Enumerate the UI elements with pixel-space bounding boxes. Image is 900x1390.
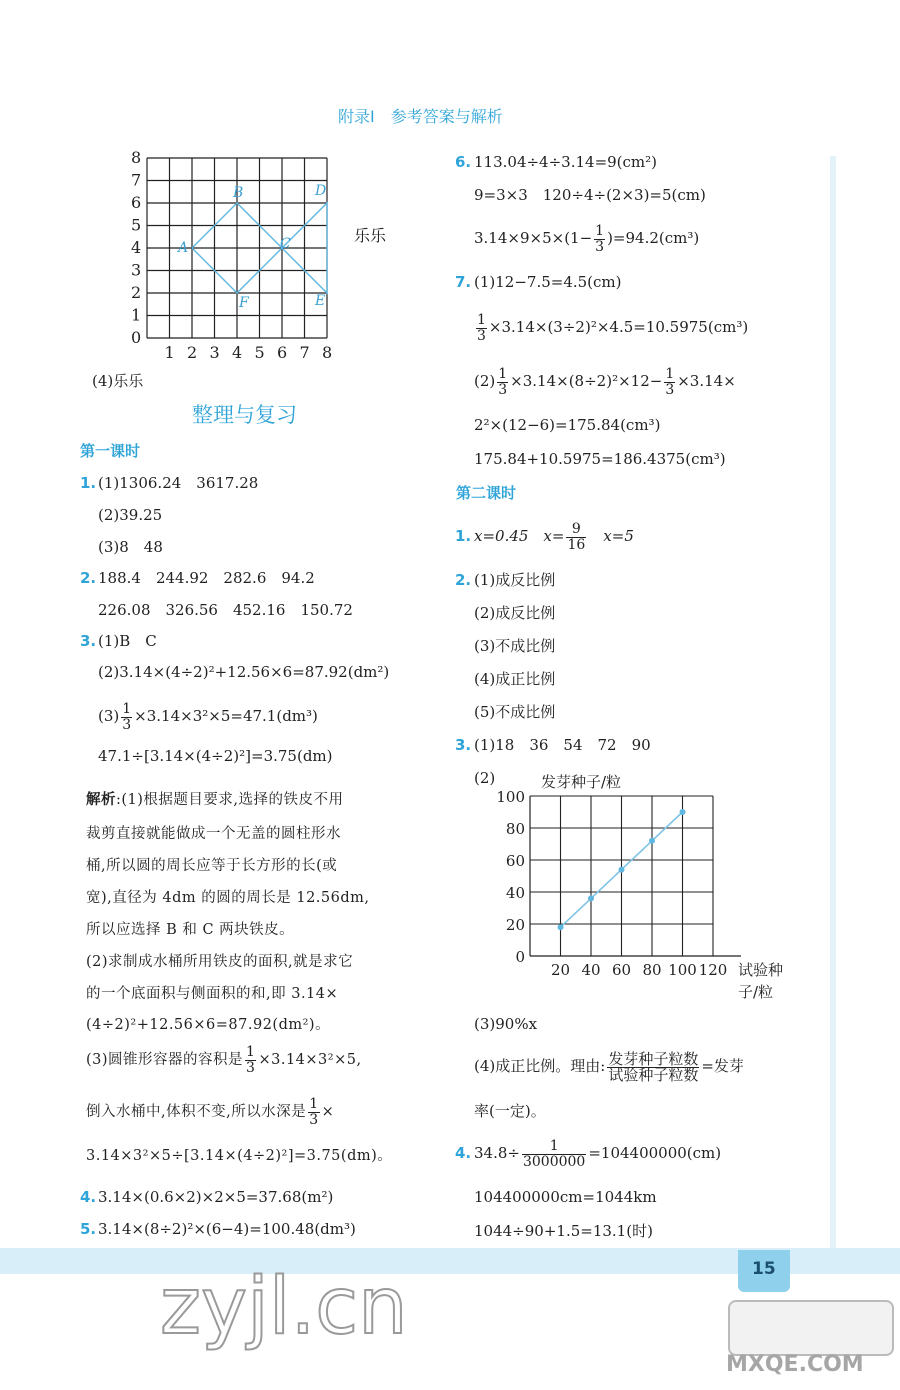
r4-line2: 104400000cm=1044km bbox=[474, 1188, 657, 1206]
q6-line3: 3.14×9×5×(1− $\frac{1}{3}$ )=94.2(cm³) bbox=[474, 222, 700, 255]
q4-4-answer: (4)乐乐 bbox=[92, 372, 144, 390]
r2-line2: (2)成反比例 bbox=[474, 604, 556, 622]
q7-line3: (2) $\frac{1}{3}$ ×3.14×(8÷2)²×12− $\frac{1}{3}$ ×3.14× bbox=[474, 365, 736, 398]
chart-y-tick: 100 bbox=[496, 788, 525, 806]
chart-grid bbox=[530, 796, 741, 956]
chart-ylabel: 发芽种子/粒 bbox=[541, 773, 622, 791]
page-header: 附录Ⅰ 参考答案与解析 bbox=[338, 107, 503, 126]
r2-line3: (3)不成比例 bbox=[474, 637, 556, 655]
chart-y-tick: 80 bbox=[505, 820, 525, 838]
chart-x-tick: 100 bbox=[668, 961, 697, 979]
chart-point bbox=[619, 867, 625, 873]
q1-line1: (1)1306.24 3617.28 bbox=[98, 474, 259, 492]
chart-y-tick: 20 bbox=[505, 916, 525, 934]
q3-line3: (3) $\frac{1}{3}$ ×3.14×3²×5=47.1(dm³) bbox=[98, 700, 318, 733]
y-tick-label: 1 bbox=[131, 305, 142, 325]
analysis-line7: 的一个底面积与侧面积的和,即 3.14× bbox=[86, 986, 339, 1002]
lesson2-title: 第二课时 bbox=[456, 484, 517, 502]
q2-line2: 226.08 326.56 452.16 150.72 bbox=[98, 601, 353, 619]
x-tick-label: 4 bbox=[232, 343, 243, 362]
analysis-line11: 3.14×3²×5÷[3.14×(4÷2)²]=3.75(dm)。 bbox=[86, 1148, 393, 1164]
r3-line4: (4)成正比例。理由: $\frac{\text{发芽种子粒数}}{\text{试验种子粒数}}$ =发芽 bbox=[474, 1049, 744, 1084]
q6-line2: 9=3×3 120÷4÷(2×3)=5(cm) bbox=[474, 186, 706, 204]
point-label: A bbox=[178, 240, 189, 256]
fraction: $\frac{1}{3}$ bbox=[309, 1095, 319, 1128]
watermark-mxqe: MXQE.COM bbox=[726, 1352, 864, 1377]
chart-x-tick: 60 bbox=[611, 961, 632, 979]
page-number: 15 bbox=[752, 1259, 776, 1279]
r1-line: x=0.45 x= $\frac{9}{16}$ x=5 bbox=[474, 520, 634, 553]
q7-number: 7. bbox=[455, 273, 472, 291]
y-tick-label: 5 bbox=[131, 215, 142, 235]
section-title: 整理与复习 bbox=[192, 403, 297, 427]
watermark-zyjl: zyjl.cn bbox=[160, 1262, 408, 1352]
point-label: E bbox=[315, 293, 326, 309]
r2-line5: (5)不成比例 bbox=[474, 703, 556, 721]
q4-number: 4. bbox=[80, 1188, 97, 1206]
r3-line2: (2) bbox=[474, 769, 496, 787]
x-tick-label: 6 bbox=[277, 343, 288, 362]
fraction: $\frac{1}{3000000}$ bbox=[522, 1137, 586, 1170]
x-tick-label: 8 bbox=[322, 343, 333, 362]
point-label: B bbox=[233, 185, 244, 201]
analysis-line5: 所以应选择 B 和 C 两块铁皮。 bbox=[86, 922, 295, 938]
lesson1-title: 第一课时 bbox=[80, 442, 141, 460]
chart-xlabel-line1: 试验种 bbox=[738, 961, 784, 979]
fraction: $\frac{1}{3}$ bbox=[122, 700, 132, 733]
chart-ticks bbox=[496, 788, 727, 979]
watermark-logo-icon bbox=[728, 1300, 894, 1356]
chart-xlabel-line2: 子/粒 bbox=[738, 983, 774, 1001]
r4-number: 4. bbox=[455, 1144, 472, 1162]
analysis-line1: 解析:(1)根据题目要求,选择的铁皮不用 bbox=[86, 792, 344, 808]
chart-y-tick: 60 bbox=[505, 852, 525, 870]
chart-x-tick: 120 bbox=[698, 961, 728, 979]
x-tick-label: 5 bbox=[254, 343, 265, 362]
q1-line2: (2)39.25 bbox=[98, 506, 163, 524]
r3-number: 3. bbox=[455, 736, 472, 754]
q6-line1: 113.04÷4÷3.14=9(cm²) bbox=[474, 153, 658, 171]
r2-line4: (4)成正比例 bbox=[474, 670, 556, 688]
chart-x-tick: 40 bbox=[581, 961, 601, 979]
q2-number: 2. bbox=[80, 569, 97, 587]
x-tick-label: 3 bbox=[209, 343, 220, 362]
fraction: $\frac{\text{发芽种子粒数}}{\text{试验种子粒数}}$ bbox=[608, 1049, 699, 1084]
q3-line4: 47.1÷[3.14×(4÷2)²]=3.75(dm) bbox=[98, 747, 333, 765]
analysis-head: 解析 bbox=[86, 792, 116, 808]
y-tick-label: 3 bbox=[131, 260, 142, 280]
q1-number: 1. bbox=[80, 474, 97, 492]
y-tick-label: 2 bbox=[131, 283, 142, 302]
point-label: C bbox=[280, 236, 291, 252]
grid-side-label: 乐乐 bbox=[354, 226, 387, 245]
chart-x-tick: 80 bbox=[642, 961, 662, 979]
analysis-line6: (2)求制成水桶所用铁皮的面积,就是求它 bbox=[86, 954, 354, 970]
analysis-line2: 裁剪直接就能做成一个无盖的圆柱形水 bbox=[86, 826, 341, 842]
y-tick-label: 8 bbox=[131, 148, 142, 167]
q1-line3: (3)8 48 bbox=[98, 538, 163, 556]
fraction: $\frac{1}{3}$ bbox=[477, 311, 486, 344]
fraction: $\frac{9}{16}$ bbox=[567, 520, 586, 553]
q2-line1: 188.4 244.92 282.6 94.2 bbox=[98, 569, 315, 587]
coordinate-grid bbox=[125, 148, 340, 363]
x-tick-label: 1 bbox=[164, 343, 175, 362]
q5-text: 3.14×(8÷2)²×(6−4)=100.48(dm³) bbox=[98, 1220, 356, 1238]
analysis-line10: 倒入水桶中,体积不变,所以水深是 $\frac{1}{3}$ × bbox=[86, 1095, 335, 1128]
q7-line2: $\frac{1}{3}$ ×3.14×(3÷2)²×4.5=10.5975(cm³) bbox=[477, 311, 749, 344]
r4-line3: 1044÷90+1.5=13.1(时) bbox=[474, 1222, 653, 1240]
chart-x-tick: 20 bbox=[550, 961, 571, 979]
fraction: $\frac{1}{3}$ bbox=[246, 1043, 256, 1076]
chart-point bbox=[558, 924, 564, 930]
q3-line1: (1)B C bbox=[98, 632, 157, 650]
point-label: F bbox=[239, 295, 249, 311]
q6-number: 6. bbox=[455, 153, 472, 171]
chart-y-tick: 0 bbox=[515, 948, 525, 966]
x-tick-label: 7 bbox=[299, 343, 310, 362]
r3-line1: (1)18 36 54 72 90 bbox=[474, 736, 651, 754]
fraction: $\frac{1}{3}$ bbox=[498, 365, 508, 398]
chart-y-tick: 40 bbox=[505, 884, 525, 902]
analysis-line8: (4÷2)²+12.56×6=87.92(dm²)。 bbox=[86, 1017, 331, 1033]
y-tick-label: 0 bbox=[131, 328, 142, 347]
r2-number: 2. bbox=[455, 571, 472, 589]
q7-line4: 2²×(12−6)=175.84(cm³) bbox=[474, 416, 661, 434]
analysis-line4: 宽),直径为 4dm 的圆的周长是 12.56dm, bbox=[86, 890, 370, 906]
r1-number: 1. bbox=[455, 527, 472, 545]
point-label: D bbox=[315, 183, 327, 199]
q5-number: 5. bbox=[80, 1220, 97, 1238]
y-tick-label: 7 bbox=[131, 170, 142, 190]
analysis-line3: 桶,所以圆的周长应等于长方形的长(或 bbox=[86, 858, 338, 874]
q3-number: 3. bbox=[80, 632, 97, 650]
q4-text: 3.14×(0.6×2)×2×5=37.68(m²) bbox=[98, 1188, 334, 1206]
r3-line3: (3)90%x bbox=[474, 1015, 538, 1033]
q3-line2: (2)3.14×(4÷2)²+12.56×6=87.92(dm²) bbox=[98, 663, 390, 681]
y-tick-label: 4 bbox=[131, 238, 142, 257]
fraction: $\frac{1}{3}$ bbox=[665, 365, 675, 398]
chart-point bbox=[588, 895, 594, 901]
r3-line5: 率(一定)。 bbox=[474, 1102, 546, 1120]
x-tick-label: 2 bbox=[187, 343, 198, 362]
germination-chart bbox=[495, 768, 805, 1008]
analysis-line9: (3)圆锥形容器的容积是 $\frac{1}{3}$ ×3.14×3²×5, bbox=[86, 1043, 362, 1076]
y-tick-label: 6 bbox=[131, 193, 142, 212]
q7-line1: (1)12−7.5=4.5(cm) bbox=[474, 273, 622, 291]
r4-line1: 34.8÷ $\frac{1}{3000000}$ =104400000(cm) bbox=[474, 1137, 722, 1170]
r2-line1: (1)成反比例 bbox=[474, 571, 556, 589]
chart-point bbox=[649, 838, 655, 844]
chart-point bbox=[680, 809, 686, 815]
q7-line5: 175.84+10.5975=186.4375(cm³) bbox=[474, 450, 726, 468]
fraction: $\frac{1}{3}$ bbox=[595, 222, 605, 255]
